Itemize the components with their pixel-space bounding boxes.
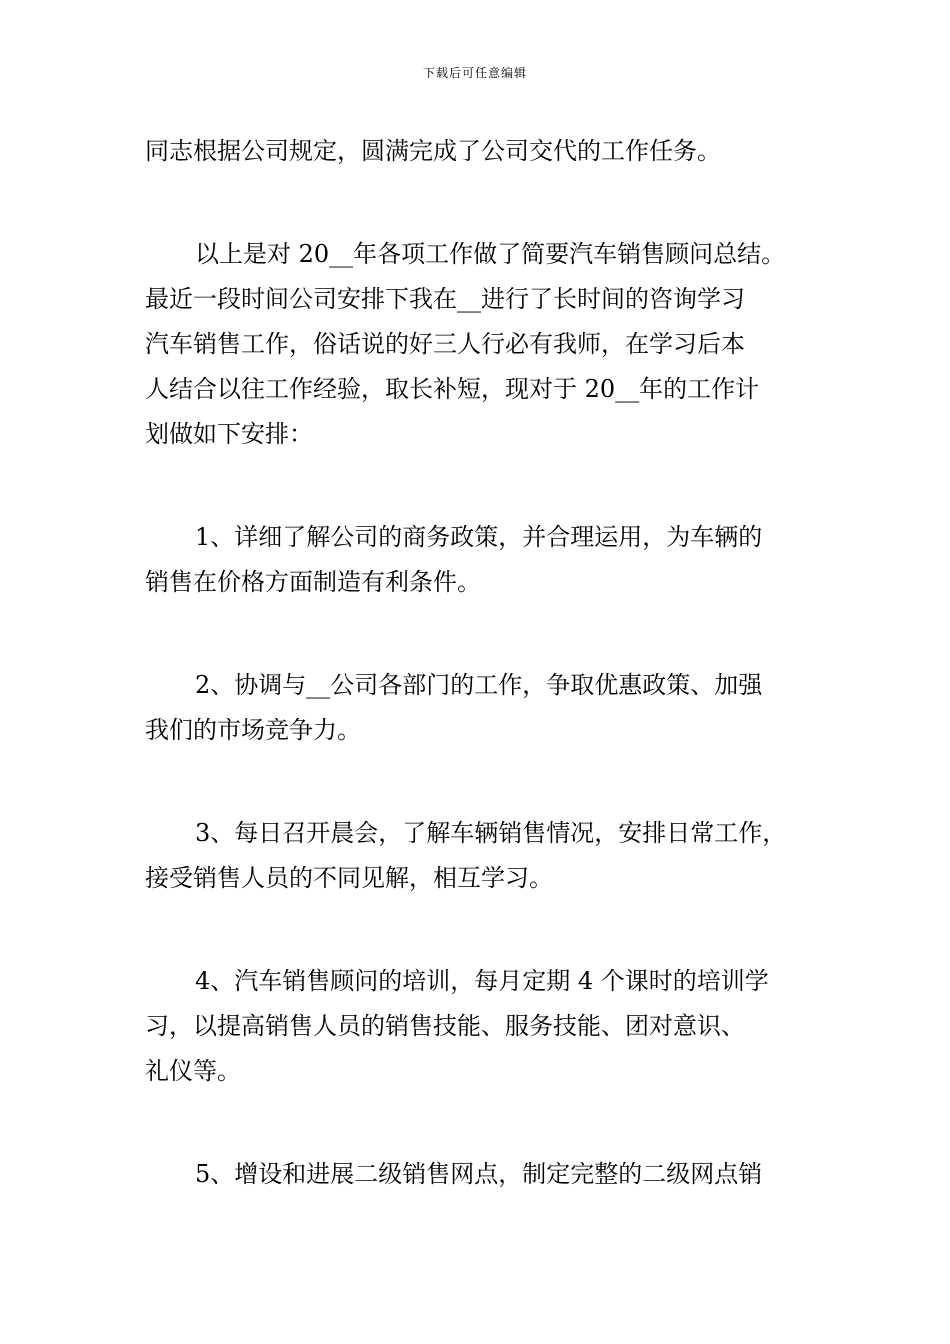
paragraph	[145, 1152, 815, 1197]
text-line: 最近一段时间公司安排下我在__进行了长时间的咨询学习	[145, 285, 745, 313]
paragraph	[145, 232, 815, 457]
text-line: 习，以提高销售人员的销售技能、服务技能、团对意识、	[145, 1012, 745, 1040]
text-line: 同志根据公司规定，圆满完成了公司交代的工作任务。	[145, 137, 721, 165]
text-line: 3、每日召开晨会，了解车辆销售情况，安排日常工作，	[195, 819, 787, 847]
paragraph	[145, 811, 815, 901]
text-line: 以上是对 20__年各项工作做了简要汽车销售顾问总结。	[195, 240, 786, 268]
paragraph	[145, 515, 815, 605]
document-body	[145, 129, 815, 1197]
text-line: 销售在价格方面制造有利条件。	[145, 568, 481, 596]
text-line: 人结合以往工作经验，取长补短，现对于 20__年的工作计	[145, 375, 760, 403]
text-line: 汽车销售工作，俗话说的好三人行必有我师，在学习后本	[145, 330, 745, 358]
text-line: 接受销售人员的不同见解，相互学习。	[145, 864, 553, 892]
text-line: 礼仪等。	[145, 1057, 241, 1085]
text-line: 1、详细了解公司的商务政策，并合理运用，为车辆的	[195, 523, 763, 551]
paragraph	[145, 663, 815, 753]
text-line: 划做如下安排：	[145, 420, 313, 448]
page-header: 下载后可任意编辑	[422, 66, 527, 80]
text-line: 2、协调与__公司各部门的工作，争取优惠政策、加强	[195, 671, 763, 699]
text-line: 我们的市场竞争力。	[145, 716, 361, 744]
paragraph	[145, 959, 815, 1094]
paragraph	[145, 129, 815, 174]
text-line: 5、增设和进展二级销售网点，制定完整的二级网点销	[195, 1160, 763, 1188]
text-line: 4、汽车销售顾问的培训，每月定期 4 个课时的培训学	[195, 967, 769, 995]
